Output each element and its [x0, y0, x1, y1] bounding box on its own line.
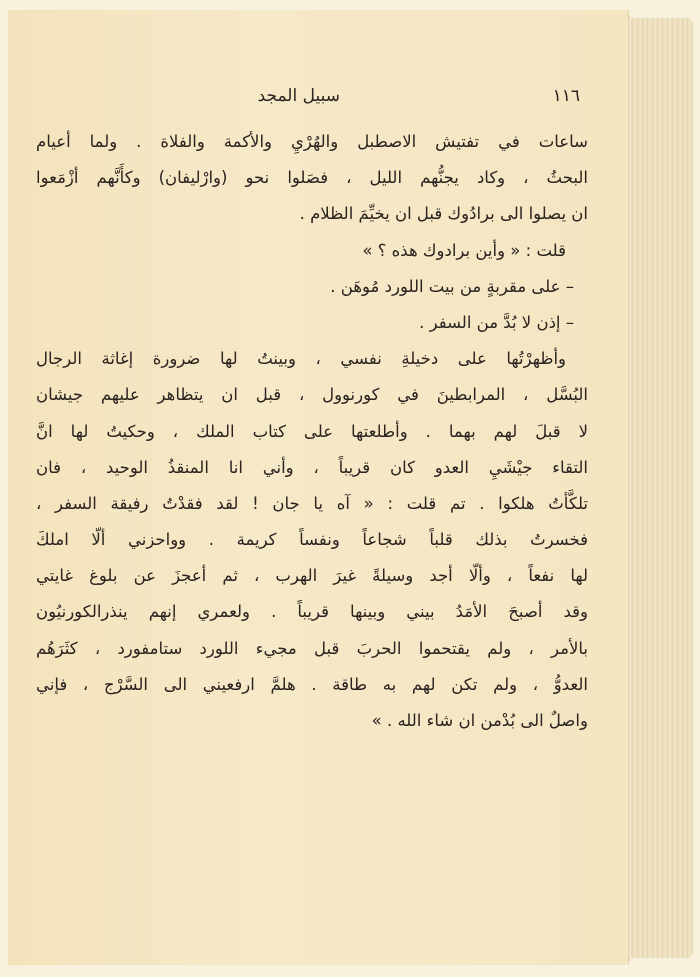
text-line: التقاء جيْشَيِ العدو كان قريباً ، وأني انا المنقذُ الوحيد ، فان [36, 457, 588, 477]
page-header [40, 86, 580, 116]
page-edges [628, 18, 693, 958]
text-line: ان يصلوا الى برادُوك قبل ان يخيِّمَ الظلام . [299, 204, 588, 224]
text-line: العدوُّ ، ولم تكن لهم به طاقة . هلمَّ ارفعيني الى السَّرْج ، فإني [36, 674, 588, 694]
text-line: وقد أصبحَ الأمَدُ بيني وبينها قريباً . ولعمري إنهم ينذرالكورنيُون [36, 602, 588, 622]
text-line: البحثُ ، وكاد يجنُّهم الليل ، فصَلوا نحو (وارْليفان) وكأَنَّهم أزْمَعوا [36, 168, 588, 188]
text-line: ساعات في تفتيش الاصطبل والهُرْيِ والأكمة والفلاة . ولما أعيام [36, 132, 588, 151]
text-line: البُسَّل ، المرابطينَ في كورنوول ، قبل ان يتظاهر عليهم جيشان [36, 385, 588, 405]
text-line: قلت : « وأين برادوك هذه ؟ » [362, 240, 566, 260]
text-line: وأظهرْتُها على دخيلةِ نفسي ، وبينتُ لها ضرورة إغاثة الرجال [36, 349, 566, 369]
text-line: لها نفعاً ، وألّا أجد وسيلةً غيرَ الهرب ، ثم أعجزَ عن بلوغ غايتي [36, 566, 588, 586]
text-line: – إذن لا بُدَّ من السفر . [419, 312, 574, 332]
page-number: ١١٦ [552, 86, 580, 106]
body-text [36, 124, 588, 739]
text-line: لا قبلَ لهم بهما . وأطلعتها على كتاب الملك ، وحكيتُ لها انَّ [36, 421, 588, 441]
text-line: واصلٌ الى بُدْمن ان شاء الله . » [371, 711, 588, 730]
text-line: فخسرتُ بذلك قلباً شجاعاً ونفساً كريمة . وواحزني ألّا املكَ [36, 530, 588, 550]
text-line: بالأمر ، ولم يقتحموا الحربَ قبل مجيء اللورد ستامفورد ، كثَرَهُم [36, 638, 588, 658]
text-line: تلكَّأتُ هلكوا . تم قلت : « آه يا جان ! لقد فقدْتُ رفيقة السفر ، [36, 493, 588, 513]
running-title: سبيل المجد [257, 86, 340, 106]
text-line: – على مقربةٍ من بيت اللورد مُوهَن . [330, 276, 574, 296]
